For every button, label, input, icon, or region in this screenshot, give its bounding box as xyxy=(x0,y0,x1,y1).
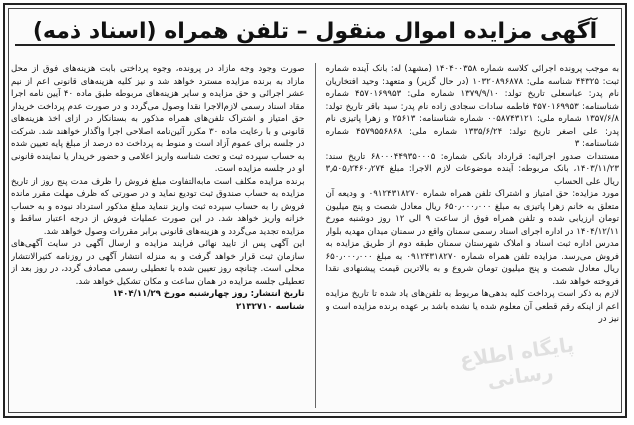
left-paragraph-1: صورت وجود وجه مازاد در پرونده، وجوه پرداختی بابت هزینه‌های فوق از محل مازاد به برنده مزایده مسترد خواهد شد و نیز کلیه هزینه‌های قانونی اعم از نیم عشر اجرائی و حق مزایده و سایر هزینه‌های مربوطه طبق ماده ۴۰ آیین نامه اجرا مقاد اسناد رسمی لازم‌الاجرا نقدا وصول می‌گردد و در صورت عدم پرداخت خریدار حق امتیاز و اشتراک تلفن‌های همراه مذکور به بستانکار در ازای اخذ هزینه‌های قانونی و با رعایت ماده ۳۰ مکرر آئین‌نامه اصلاحی اجرا واگذار خواهند شد. شرکت در جلسه برای عموم آزاد است و منوط به پرداخت ده درصد از مبلغ پایه تعیین شده به حساب سپرده ثبت و تحت شناسه واریز اعلامی و حضور خریدار یا نماینده قانونی او در جلسه مزایده است. xyxy=(11,64,305,174)
notice-title: آگهی مزایده اموال منقول – تلفن همراه (اسناد ذمه) xyxy=(15,19,615,46)
right-paragraph-4: لازم به ذکر است پرداخت کلیه بدهی‌ها مربوط به تلفن‌های یاد شده تا تاریخ مزایده اعم از اینکه رقم قطعی آن معلوم شده یا نشده باشد بر عهده برنده مزایده است و نیز در xyxy=(325,289,619,324)
publish-date: تاریخ انتشار: روز چهارشنبه مورخ ۱۴۰۴/۱۱/۲۹ xyxy=(112,289,305,299)
watermark-text: پایگاه اطلاع رسانی xyxy=(458,332,576,393)
left-paragraph-2: برنده مزایده مکلف است مابه‌التفاوت مبلغ فروش را ظرف مدت پنج روز از تاریخ مزایده به حساب صندوق ثبت تودیع نماید و در صورتی که ظرف مهلت مقرر مانده فروش را به حساب سپرده ثبت واریز ننماید مبلغ مذکور استرداد نبوده و به حساب خزانه واریز خواهد شد. در این صورت عملیات فروش از درجه اعتبار ساقط و مزایده تجدید می‌گردد و هزینه‌های قانونی برابر مقررات وصول خواهد شد. xyxy=(11,176,305,237)
right-paragraph-3: مورد مزایده: حق امتیاز و اشتراک تلفن همراه شماره ۰۹۱۲۴۳۱۸۲۷۰ و ودیعه آن متعلق به خانم زهرا پاتیزی به مبلغ ۶۵۰٫۰۰۰٫۰۰۰ ریال معادل شصت و پنج میلیون تومان ارزیابی شده و تلفن همراه فوق از ساعت ۹ الی ۱۲ روز دوشنبه مورخ ۱۴۰۴/۱۲/۱۱ در اداره اجرای اسناد رسمی سمنان واقع در سمنان میدان مهدیه بلوار مدرس اداره ثبت اسناد و املاک شهرستان سمنان طبقه دوم از طریق مزایده به فروش می‌رسد. مزایده تلفن همراه شماره ۰۹۱۲۴۳۱۸۲۷۰ به مبلغ ۶۵۰٫۰۰۰٫۰۰۰ ریال معادل شصت و پنج میلیون تومان شروع و به بالاترین قیمت پیشنهادی نقدا فروخته خواهد شد. xyxy=(325,189,619,287)
right-paragraph-1: به موجب پرونده اجرائی کلاسه شماره ۱۴۰۴۰۰۳۵۸ (مشهد) له: بانک آینده شماره ثبت: ۴۴۳۲۵ شناسه ملی: ۱۰۳۲۰۸۹۶۸۷۸ (در حال گزیر) و متعهد: وحید افتخاریان نام پدر: عباسعلی تاریخ تولد: ۱۳۷۹/۹/۱۰ شماره ملی: ۴۵۷۰۱۶۹۹۵۳ شماره شناسنامه: ۴۵۷۰۱۶۹۹۵۳ فاطمه سادات سجادی زاده نام پدر: سید باقر تاریخ تولد: ۱۳۵۷/۶/۸ شماره ملی: ۰۰۵۸۷۴۳۱۲۱ شماره شناسنامه: ۲۵۶۱۳ و زهرا پاتیزی نام پدر: علی اصغر تاریخ تولد: ۱۳۳۵/۶/۲۴ شماره ملی: ۴۵۷۹۵۵۶۸۶۸ شماره شناسنامه: ۳ xyxy=(325,64,619,149)
notice-frame xyxy=(3,3,627,418)
notice-id: شناسه ۲۱۳۲۷۱۰ xyxy=(235,301,305,312)
title-wrap xyxy=(5,11,625,53)
column-divider xyxy=(315,63,316,408)
right-paragraph-2: مستندات صدور اجرائیه: قرارداد بانکی شماره: ۶۸۰۰۰۴۴۹۳۵۰۰۰۵ تاریخ سند: ۱۴۰۳/۱۱/۲۳، بانک مربوطه: آینده موضوعات لازم الاجرا: مبلغ ۳٫۵۰۵٫۲۴۶۰٫۲۷۴ ریال علی الحساب xyxy=(325,151,619,187)
left-column xyxy=(11,63,305,408)
left-paragraph-3: این آگهی پس از تایید نهائی فرایند مزایده و ارسال آگهی در سایت آگهی‌های سازمان ثبت قرار خواهد گرفت و به منزله انتشار آگهی در روزنامه کثیرالانتشار محلی است. چنانچه روز تعیین شده با تعطیلی رسمی مصادف گردد، در روز بعد از تعطیلی جلسه مزایده در همان ساعت و مکان تشکیل خواهد شد. xyxy=(11,239,305,287)
